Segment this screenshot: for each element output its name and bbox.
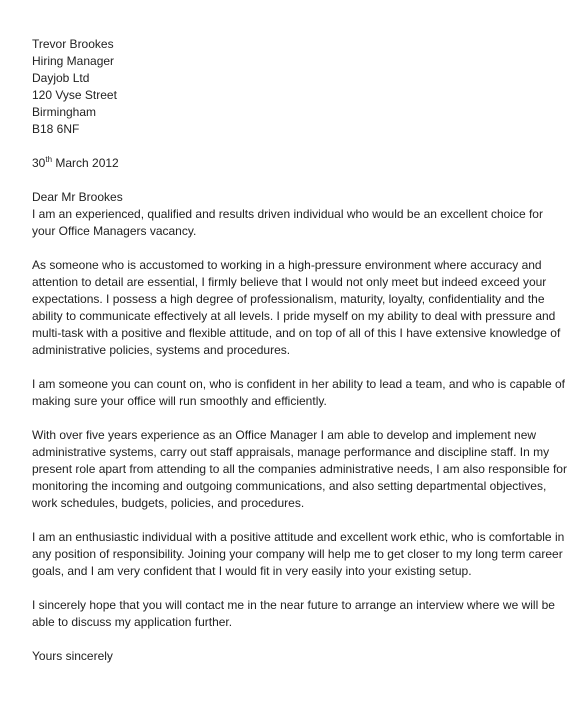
recipient-company: Dayjob Ltd [32, 71, 90, 85]
body-paragraph-4: With over five years experience as an Office Manager I am able to develop and implement new administrative systems, carry out staff appraisals, manage performance and discipline staff. In my present role apart from attending to all the companies administrative needs, I am also responsible for monitoring the incoming and outgoing communications, and also setting departmental objectives, work schedules, budgets, policies, and procedures. [32, 428, 567, 510]
body-paragraph-5: I am an enthusiastic individual with a positive attitude and excellent work ethic, who is comfortable in any position of responsibility. Joining your company will help me to get closer to my long term career goals, and I am very confident that I would fit in very easily into your existing setup. [32, 530, 565, 578]
body-paragraph-2: As someone who is accustomed to working in a high-pressure environment where accuracy and attention to detail are essential, I firmly believe that I would not only meet but indeed exceed your expectations. I possess a high degree of professionalism, maturity, loyalty, confidentiality and the ability to communicate effectively at all levels. I pride myself on my ability to deal with pressure and multi-task with a positive and flexible attitude, and on top of all of this I have extensive knowledge of administrative policies, systems and procedures. [32, 258, 561, 357]
body-paragraph-1: I am an experienced, qualified and results driven individual who would be an excellent choice for your Office Managers vacancy. [32, 207, 543, 238]
recipient-postcode: B18 6NF [32, 122, 80, 136]
salutation: Dear Mr Brookes [32, 190, 123, 204]
recipient-name: Trevor Brookes [32, 37, 114, 51]
closing: Yours sincerely [32, 649, 113, 663]
recipient-city: Birmingham [32, 105, 97, 119]
recipient-street: 120 Vyse Street [32, 88, 117, 102]
body-paragraph-3: I am someone you can count on, who is confident in her ability to lead a team, and who is capable of making sure your office will run smoothly and efficiently. [32, 377, 565, 408]
recipient-title: Hiring Manager [32, 54, 115, 68]
recipient-address-block [32, 36, 568, 138]
date-day: 30 [32, 156, 46, 170]
body-paragraph-6: I sincerely hope that you will contact me in the near future to arrange an interview where we will be able to discuss my application further. [32, 598, 555, 629]
date-suffix: th [45, 155, 53, 164]
date-rest: March 2012 [52, 156, 119, 170]
letter-date [32, 155, 568, 172]
